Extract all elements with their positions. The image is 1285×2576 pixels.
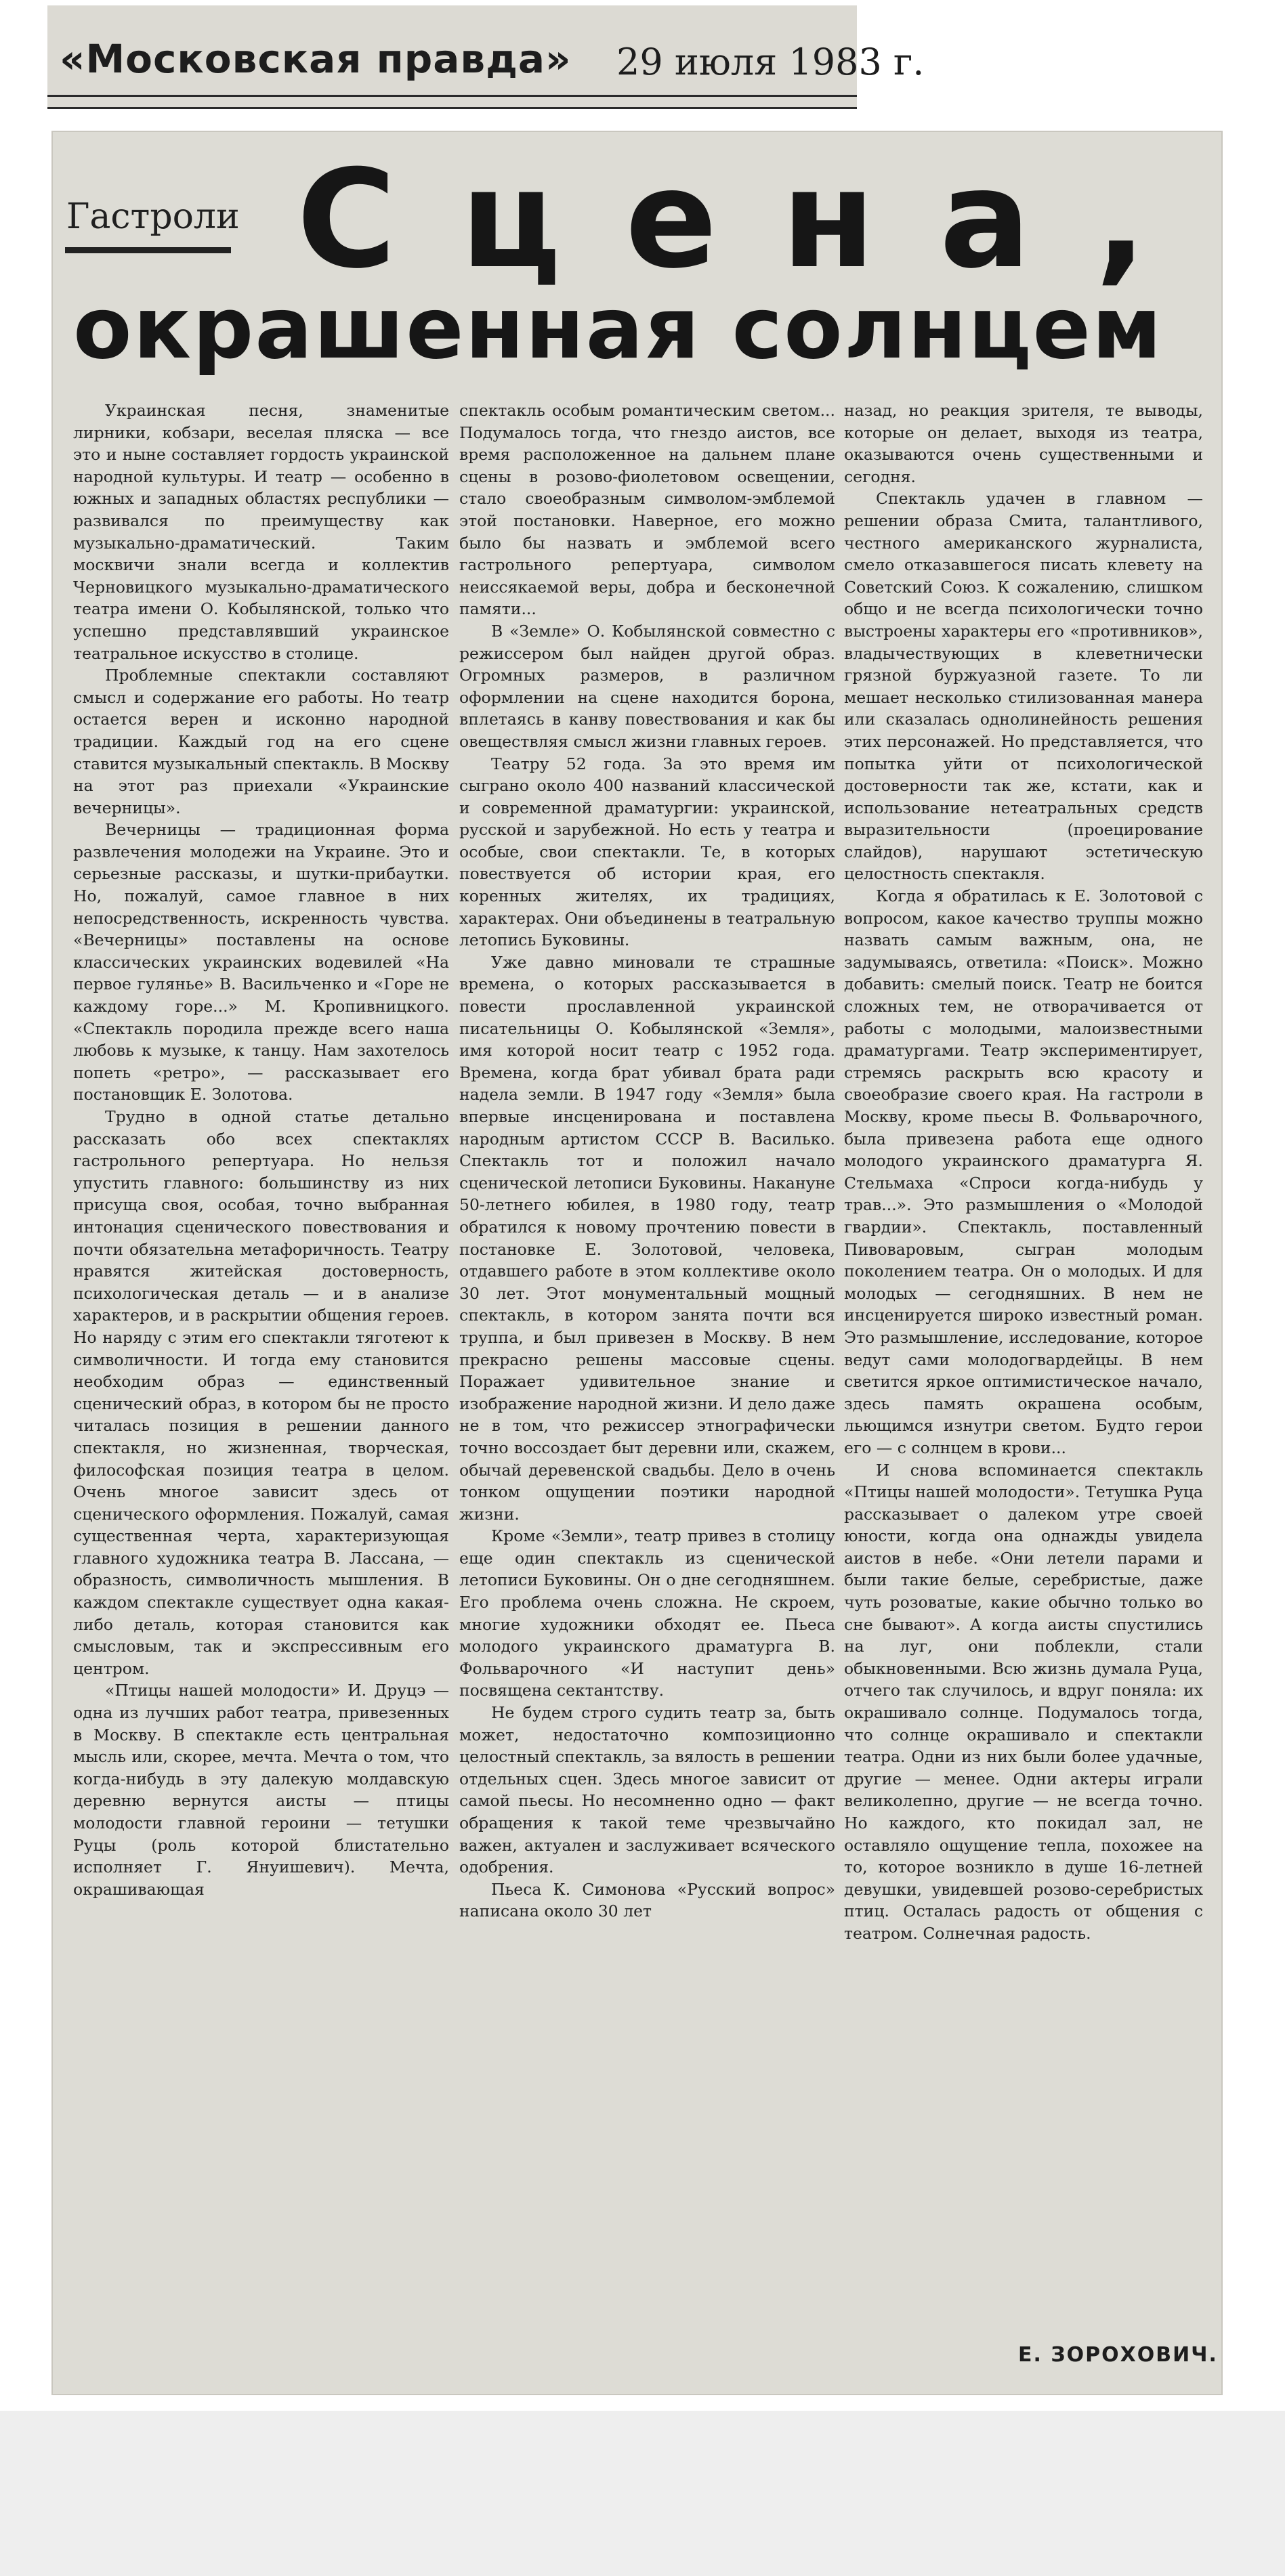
paragraph: Не будем строго судить театр за, быть может, недостаточно композиционно целостный спектакль, за вялость в решении отдельных сцен. Здесь многое зависит от самой пьесы. Но несомненно одно — факт обращения к такой теме чрезвычайно важен, актуален и заслуживает всяческого одобрения. [459, 1703, 835, 1877]
paragraph: назад, но реакция зрителя, те выводы, которые он делает, выходя из театра, оказываются очень существенными и сегодня. [844, 401, 1203, 486]
headline-line-1: Сцена, [297, 141, 1211, 299]
newspaper-name: «Московская правда» [60, 36, 572, 82]
article-column-1 [73, 400, 449, 2370]
article-clipping [53, 132, 1221, 2394]
rubric-underline [65, 247, 231, 253]
rubric-label: Гастроли [66, 196, 240, 237]
article-column-3 [844, 400, 1203, 2370]
paragraph: И снова вспоминается спектакль «Птицы нашей молодости». Тетушка Руца рассказывает о далеком утре своей юности, когда она однажды увидела аистов в небе. «Они летели парами и были такие белые, серебристые, даже чуть розоватые, какие обычно только во сне бывают». А когда аисты спустились на луг, они поблекли, стали обыкновенными. Всю жизнь думала Руца, отчего так случилось, и вдруг поняла: их окрашивало солнце. Подумалось тогда, что солнце окрашивало и спектакли театра. Одни из них были более удачные, другие — менее. Одни актеры играли великолепно, другие — не всегда точно. Но каждого, кто покидал зал, не оставляло ощущение тепла, похожее на то, которое возникло в душе 16-летней девушки, увидевшей розово-серебристых птиц. Осталась радость от общения с театром. Солнечная радость. [844, 1460, 1203, 1943]
author-signature: Е. ЗОРОХОВИЧ. [1018, 2343, 1218, 2367]
paragraph: спектакль особым романтическим светом... Подумалось тогда, что гнездо аистов, все время расположенное на дальнем плане сцены в розово-фиолетовом освещении, стало своеобразным символом-эмблемой этой постановки. Наверное, его можно было бы назвать и эмблемой всего гастрольного репертуара, символом неиссякаемой веры, добра и бесконечной памяти... [459, 401, 835, 619]
paragraph: Трудно в одной статье детально рассказать обо всех спектаклях гастрольного репертуара. Но нельзя упустить главного: большинству из них присуща своя, особая, точно выбранная интонация сценического повествования и почти обязательна метафоричность. Театру нравятся житейская достоверность, психологическая деталь — и в анализе характеров, и в раскрытии общения героев. Но наряду с этим его спектакли тяготеют к символичности. И тогда ему становится необходим образ — единственный сценический образ, в котором бы не просто читалась позиция в решении данного спектакля, но жизненная, творческая, философская позиция театра в целом. Очень многое зависит здесь от сценического оформления. Пожалуй, самая существенная черта, характеризующая главного художника театра В. Лассана, — образность, символичность мышления. В каждом спектакле существует одна какая-либо деталь, которая становится как смысловым, так и экспрессивным его центром. [73, 1107, 449, 1678]
headline-line-2: окрашенная солнцем [73, 278, 1163, 378]
paragraph: Спектакль удачен в главном — решении образа Смита, талантливого, честного американского журналиста, смело отказавшегося писать клевету на Советский Союз. К сожалению, слишком общо и не всегда психологически точно выстроены характеры его «противников», владычествующих в клеветнически грязной буржуазной газете. То ли мешает несколько стилизованная манера или сказалась однолинейность решения этих персонажей. Но представляется, что попытка уйти от психологической достоверности так же, кстати, как и использование нетеатральных средств выразительности (проецирование слайдов), нарушают эстетическую целостность спектакля. [844, 489, 1203, 884]
newspaper-header-strip [47, 5, 925, 109]
paragraph: Уже давно миновали те страшные времена, о которых рассказывается в повести прославленной украинской писательницы О. Кобылянской «Земля», имя которой носит театр с 1952 года. Времена, когда брат убивал брата ради надела земли. В 1947 году «Земля» была впервые инсценирована и поставлена народным артистом СССР В. Василько. Спектакль тот и положил начало сценической летописи Буковины. Накануне 50-летнего юбилея, в 1980 году, театр обратился к новому прочтению повести в постановке Е. Золотовой, человека, отдавшего работе в этом коллективе около 30 лет. Этот монументальный мощный спектакль, в котором занята почти вся труппа, и был привезен в Москву. В нем прекрасно решены массовые сцены. Поражает удивительное знание и изображение народной жизни. И дело даже не в том, что режиссер этнографически точно воссоздает быт деревни или, скажем, обычай деревенской свадьбы. Дело в очень тонком ощущении поэтики народной жизни. [459, 952, 835, 1524]
paragraph: В «Земле» О. Кобылянской совместно с режиссером был найден другой образ. Огромных размеров, в различном оформлении на сцене находится борона, вплетаясь в канву повествования и как бы овеществляя смысл жизни главных героев. [459, 621, 835, 751]
paragraph: Пьеса К. Симонова «Русский вопрос» написана около 30 лет [459, 1879, 835, 1921]
publication-date: 29 июля 1983 г. [616, 41, 925, 83]
header-rule [47, 95, 857, 97]
paragraph: «Птицы нашей молодости» И. Друцэ — одна из лучших работ театра, привезенных в Москву. В спектакле есть центральная мысль или, скорее, мечта. Мечта о том, что когда-нибудь в эту далекую молдавскую деревню вернутся аисты — птицы молодости главной героини — тетушки Руцы (роль которой блистательно исполняет Г. Януишевич). Мечта, окрашивающая [73, 1681, 449, 1899]
paragraph: Кроме «Земли», театр привез в столицу еще один спектакль из сценической летописи Буковины. Он о дне сегодняшнем. Его проблема очень сложна. Не скроем, многие художники обходят ее. Пьеса молодого украинского драматурга В. Фольварочного «И наступит день» посвящена сектантству. [459, 1526, 835, 1700]
paragraph: Украинская песня, знаменитые лирники, кобзари, веселая пляска — все это и ныне составляет гордость украинской народной культуры. И театр — особенно в южных и западных областях республики — развивался по преимуществу как музыкально-драматический. Таким москвичи знали всегда и коллектив Черновицкого музыкально-драматического театра имени О. Кобылянской, только что успешно представлявший украинское театральное искусство в столице. [73, 401, 449, 663]
paragraph: Проблемные спектакли составляют смысл и содержание его работы. Но театр остается верен и исконно народной традиции. Каждый год на его сцене ставится музыкальный спектакль. В Москву на этот раз приехали «Украинские вечерницы». [73, 666, 449, 817]
paragraph: Театру 52 года. За это время им сыграно около 400 названий классической и современной драматургии: украинской, русской и зарубежной. Но есть у театра и особые, свои спектакли. Те, в которых повествуется об истории края, его коренных жителях, их традициях, характерах. Они объединены в театральную летопись Буковины. [459, 754, 835, 950]
paragraph: Когда я обратилась к Е. Золотовой с вопросом, какое качество труппы можно назвать самым важным, она, не задумываясь, ответила: «Поиск». Можно добавить: смелый поиск. Театр не боится сложных тем, не отворачивается от работы с молодыми, малоизвестными драматургами. Театр экспериментирует, стремясь раскрыть всю красоту и своеобразие своего края. На гастроли в Москву, кроме пьесы В. Фольварочного, была привезена работа еще одного молодого украинского драматурга Я. Стельмаха «Спроси когда-нибудь у трав...». Это размышления о «Молодой гвардии». Спектакль, поставленный Пивоваровым, сыгран молодым поколением театра. Он о молодых. И для молодых — сегодняшних. В нем не инсценируется широко известный роман. Это размышление, исследование, которое ведут сами молодогвардейцы. В нем светится яркое оптимистическое начало, здесь память окрашена особым, льющимся изнутри светом. Будто герои его — с солнцем в крови... [844, 886, 1203, 1457]
scan-background-edge [0, 2411, 1285, 2576]
article-column-2 [459, 400, 835, 2370]
paragraph: Вечерницы — традиционная форма развлечения молодежи на Украине. Это и серьезные рассказы, и шутки-прибаутки. Но, пожалуй, самое главное в них непосредственность, искренность чувства. «Вечерницы» поставлены на основе классических украинских водевилей «На первое гулянье» В. Васильченко и «Горе не каждому горе...» М. Кропивницкого. «Спектакль породила прежде всего наша любовь к музыке, к танцу. Нам захотелось попеть «ретро», — рассказывает его постановщик Е. Золотова. [73, 820, 449, 1104]
